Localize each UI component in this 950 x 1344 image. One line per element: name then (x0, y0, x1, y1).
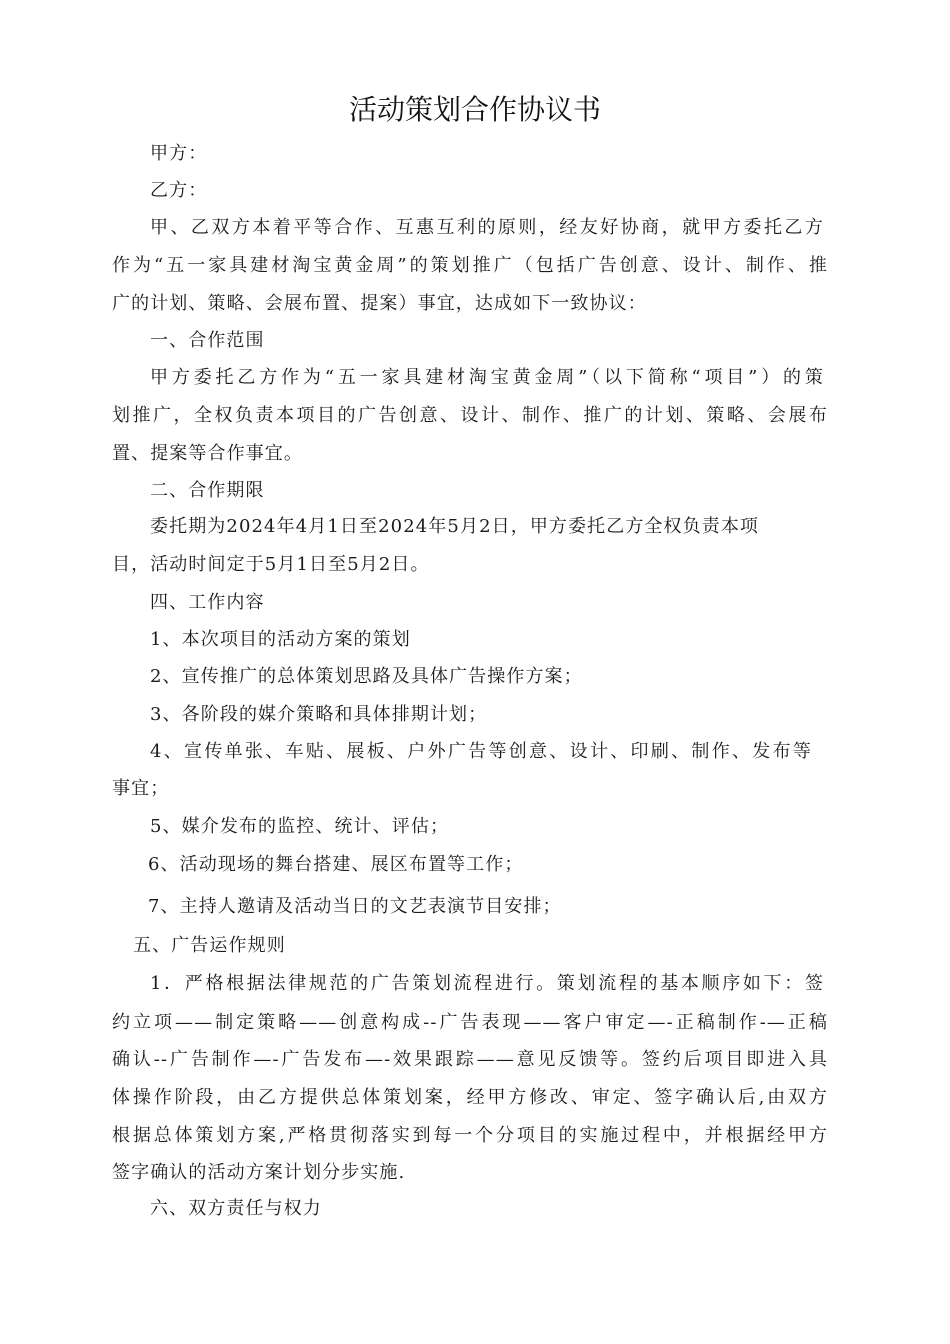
party-a-line: 甲方： (150, 143, 208, 164)
paragraph-line: 甲方委托乙方作为“五一家具建材淘宝黄金周”（以下简称“项目”）的策 (150, 367, 824, 388)
paragraph-line: 约立项——制定策略——创意构成--广告表现——客户审定—-正稿制作-—正稿 (112, 1012, 828, 1033)
document-title: 活动策划合作协议书 (348, 93, 601, 126)
list-item: 4、宣传单张、车贴、展板、户外广告等创意、设计、印刷、制作、发布等 (150, 741, 812, 762)
paragraph-line: 广的计划、策略、会展布置、提案）事宜，达成如下一致协议： (112, 293, 647, 314)
paragraph-line: 甲、乙双方本着平等合作、互惠互利的原则，经友好协商，就甲方委托乙方 (150, 217, 824, 238)
paragraph-line: 置、提案等合作事宜。 (112, 443, 303, 464)
paragraph-line: 体操作阶段，由乙方提供总体策划案，经甲方修改、审定、签字确认后,由双方 (112, 1087, 828, 1108)
section-heading: 二、合作期限 (150, 480, 265, 501)
list-item: 2、宣传推广的总体策划思路及具体广告操作方案； (150, 666, 583, 687)
list-item: 6、活动现场的舞台搭建、展区布置等工作； (148, 854, 524, 875)
list-item: 7、主持人邀请及活动当日的文艺表演节目安排； (148, 896, 562, 917)
paragraph-line: 签字确认的活动方案计划分步实施. (112, 1162, 406, 1183)
paragraph-line: 根据总体策划方案,严格贯彻落实到每一个分项目的实施过程中，并根据经甲方 (112, 1125, 828, 1146)
paragraph-line: 确认--广告制作—-广告发布—-效果跟踪——意见反馈等。签约后项目即进入具 (112, 1049, 828, 1070)
paragraph-line: 作为“五一家具建材淘宝黄金周”的策划推广（包括广告创意、设计、制作、推 (112, 255, 828, 276)
section-heading: 六、双方责任与权力 (150, 1198, 322, 1219)
list-item: 事宜； (112, 778, 170, 799)
paragraph-line: 划推广，全权负责本项目的广告创意、设计、制作、推广的计划、策略、会展布 (112, 405, 828, 426)
list-item: 5、媒介发布的监控、统计、评估； (150, 816, 450, 837)
section-heading: 五、广告运作规则 (133, 935, 286, 956)
paragraph-line: 委托期为2024年4月1日至2024年5月2日，甲方委托乙方全权负责本项 (150, 516, 760, 537)
section-heading: 四、工作内容 (150, 592, 265, 613)
paragraph-line: 1．严格根据法律规范的广告策划流程进行。策划流程的基本顺序如下：签 (150, 973, 824, 994)
party-b-line: 乙方： (150, 180, 208, 201)
list-item: 1、本次项目的活动方案的策划 (150, 629, 411, 650)
section-heading: 一、合作范围 (150, 330, 265, 351)
list-item: 3、各阶段的媒介策略和具体排期计划； (150, 704, 488, 725)
paragraph-line: 目，活动时间定于5月1日至5月2日。 (112, 554, 430, 575)
